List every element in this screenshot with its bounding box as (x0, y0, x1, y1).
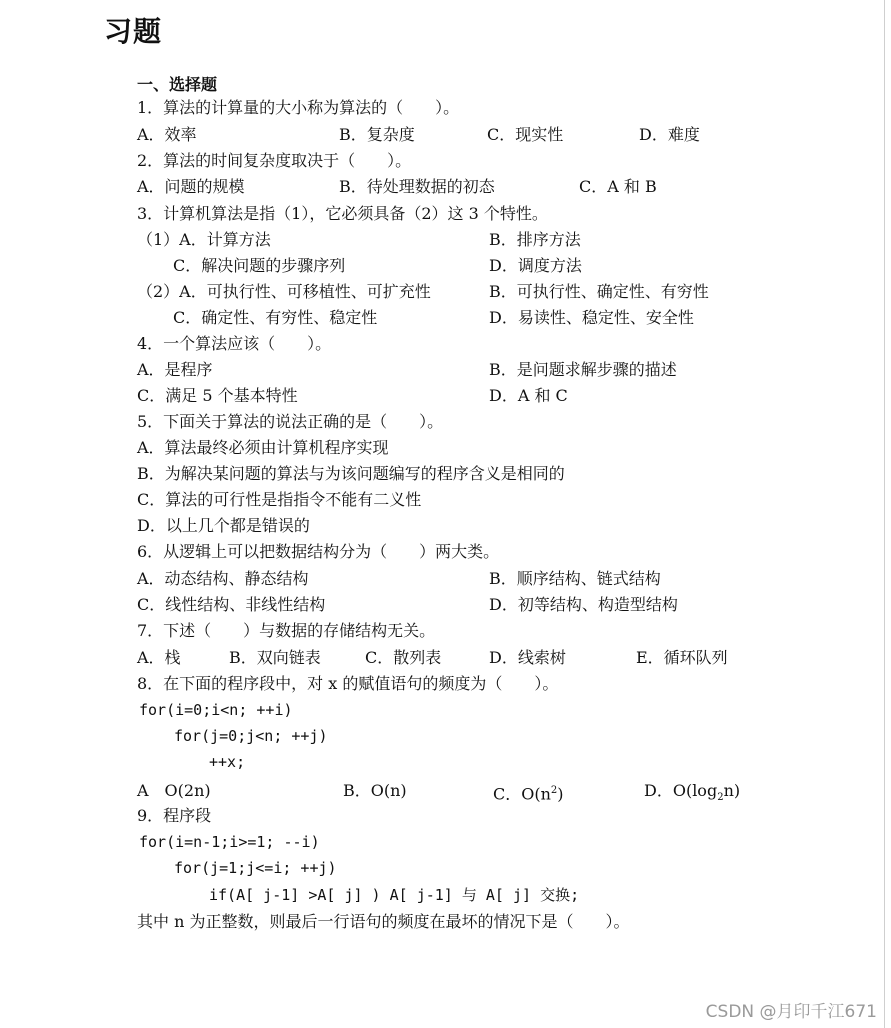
question-3-part1-option-c: C．解决问题的步骤序列 (173, 256, 346, 275)
question-8-option-a: A O(2n) (137, 781, 211, 800)
page-title: 习题 (104, 15, 163, 48)
question-9-tail: 其中 n 为正整数，则最后一行语句的频度在最坏的情况下是（ ）。 (137, 912, 630, 931)
question-6-option-d: D．初等结构、构造型结构 (489, 595, 678, 614)
question-8-code-line-1: for(i=0;i<n; ++i) (139, 701, 293, 719)
question-4-option-d: D．A 和 C (489, 386, 568, 405)
question-1-option-a: A．效率 (137, 125, 197, 144)
question-3-part2-option-d: D．易读性、稳定性、安全性 (489, 308, 694, 327)
question-8-option-c: C．$O(n^2)$ (493, 784, 564, 804)
question-5-option-b: B．为解决某问题的算法与为该问题编写的程序含义是相同的 (137, 464, 565, 483)
question-3-part2-option-c: C．确定性、有穷性、稳定性 (173, 308, 378, 327)
question-9-code-line-1: for(i=n-1;i>=1; --i) (139, 833, 320, 851)
question-1-stem: 1．算法的计算量的大小称为算法的（ ）。 (137, 98, 460, 117)
question-9-code-line-3: if(A[ j-1] >A[ j] ) A[ j-1] 与 A[ j] 交换; (209, 886, 580, 904)
question-3-part1-option-a: （1）A．计算方法 (137, 230, 271, 249)
question-1-option-d: D．难度 (639, 125, 700, 144)
question-6-option-a: A．动态结构、静态结构 (137, 569, 309, 588)
question-2-stem: 2．算法的时间复杂度取决于（ ）。 (137, 151, 412, 170)
watermark: CSDN @月印千江671 (705, 1002, 877, 1022)
question-7-option-b: B．双向链表 (229, 648, 321, 667)
page-edge-line (884, 0, 885, 1028)
question-8-code-line-3: ++x; (209, 753, 246, 771)
question-5-option-c: C．算法的可行性是指指令不能有二义性 (137, 490, 422, 509)
question-1-option-c: C．现实性 (487, 125, 564, 144)
question-3-part2-option-a: （2）A．可执行性、可移植性、可扩充性 (137, 282, 431, 301)
question-6-option-b: B．顺序结构、链式结构 (489, 569, 661, 588)
question-1-option-b: B．复杂度 (339, 125, 415, 144)
question-8-stem: 8．在下面的程序段中，对 x 的赋值语句的频度为（ ）。 (137, 674, 559, 693)
question-8-option-b: B．O(n) (343, 781, 407, 800)
question-9-stem: 9．程序段 (137, 806, 212, 825)
question-9-code-line-2: for(j=1;j<=i; ++j) (174, 859, 337, 877)
question-6-option-c: C．线性结构、非线性结构 (137, 595, 326, 614)
question-3-part2-option-b: B．可执行性、确定性、有穷性 (489, 282, 709, 301)
question-2-option-b: B．待处理数据的初态 (339, 177, 495, 196)
question-4-option-b: B．是问题求解步骤的描述 (489, 360, 677, 379)
question-5-stem: 5．下面关于算法的说法正确的是（ ）。 (137, 412, 444, 431)
question-2-option-c: C．A 和 B (579, 177, 657, 196)
question-7-option-c: C．散列表 (365, 648, 442, 667)
question-5-option-a: A．算法最终必须由计算机程序实现 (137, 438, 389, 457)
question-7-option-d: D．线索树 (489, 648, 566, 667)
question-6-stem: 6．从逻辑上可以把数据结构分为（ ）两大类。 (137, 542, 500, 561)
section-heading: 一、选择题 (137, 75, 218, 94)
question-8-code-line-2: for(j=0;j<n; ++j) (174, 727, 328, 745)
question-8-option-d: D．$O(\log_2n)$ (644, 781, 741, 804)
question-4-option-a: A．是程序 (137, 360, 213, 379)
question-3-stem: 3．计算机算法是指（1），它必须具备（2）这 3 个特性。 (137, 204, 548, 223)
question-7-stem: 7．下述（ ）与数据的存储结构无关。 (137, 621, 436, 640)
question-7-option-a: A．栈 (137, 648, 181, 667)
question-7-option-e: E．循环队列 (636, 648, 728, 667)
question-5-option-d: D．以上几个都是错误的 (137, 516, 310, 535)
question-4-stem: 4．一个算法应该（ ）。 (137, 334, 332, 353)
question-4-option-c: C．满足 5 个基本特性 (137, 386, 298, 405)
question-2-option-a: A．问题的规模 (137, 177, 245, 196)
question-3-part1-option-d: D．调度方法 (489, 256, 582, 275)
question-3-part1-option-b: B．排序方法 (489, 230, 581, 249)
